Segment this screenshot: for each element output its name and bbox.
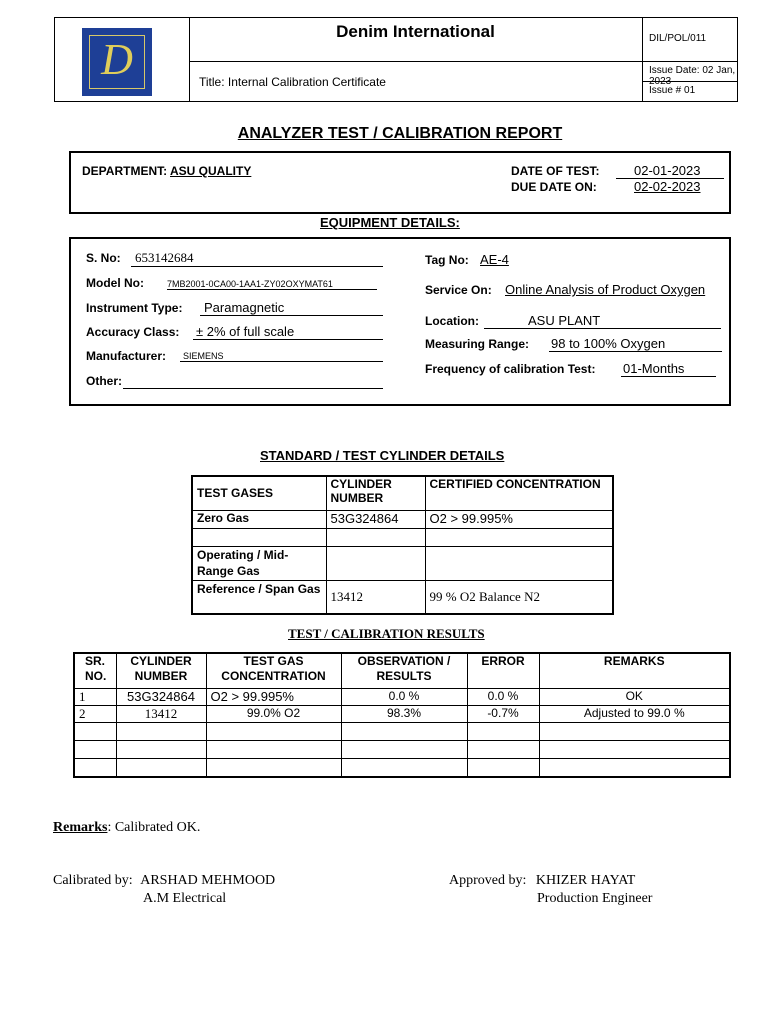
table-cell: OK: [539, 688, 730, 705]
table-cell: [425, 528, 613, 546]
table-row: [74, 740, 730, 758]
issue-date: Issue Date: 02 Jan, 2023: [649, 65, 736, 87]
approved-by: [449, 873, 635, 889]
cylinder-heading: STANDARD / TEST CYLINDER DETAILS: [260, 448, 505, 463]
range-label: Measuring Range:: [425, 337, 530, 351]
location-value: ASU PLANT: [484, 313, 721, 329]
table-cell: [539, 758, 730, 777]
frequency-label: Frequency of calibration Test:: [425, 362, 596, 376]
range-value: 98 to 100% Oxygen: [549, 336, 722, 352]
cylinder-col-header: TEST GASES: [192, 476, 326, 510]
table-cell: 53G324864: [116, 688, 206, 705]
table-cell: [206, 722, 341, 740]
sno-label: S. No:: [86, 251, 121, 265]
table-row: [74, 688, 730, 705]
manufacturer-value: SIEMENS: [180, 351, 383, 362]
table-row: [74, 722, 730, 740]
table-cell: [539, 740, 730, 758]
results-table: [73, 652, 731, 778]
table-cell: [206, 740, 341, 758]
table-cell: 98.3%: [341, 705, 467, 722]
results-col-header: CYLINDER NUMBER: [116, 653, 206, 688]
results-col-header: TEST GAS CONCENTRATION: [206, 653, 341, 688]
tag-value: AE-4: [480, 252, 509, 267]
equipment-heading: EQUIPMENT DETAILS:: [320, 215, 460, 230]
table-cell: [74, 758, 116, 777]
table-row: [192, 580, 613, 614]
calibrated-label: Calibrated by:: [53, 873, 133, 888]
department-label: DEPARTMENT:: [82, 164, 168, 178]
other-value-line: [123, 374, 383, 389]
table-cell: [467, 740, 539, 758]
certificate-title: Title: Internal Calibration Certificate: [199, 75, 386, 89]
table-cell: 13412: [116, 705, 206, 722]
cylinder-table: [191, 475, 614, 615]
results-col-header: ERROR: [467, 653, 539, 688]
department-value: ASU QUALITY: [170, 164, 252, 178]
table-cell: 2: [74, 705, 116, 722]
table-cell: O2 > 99.995%: [425, 510, 613, 528]
service-value: Online Analysis of Product Oxygen: [505, 282, 706, 297]
table-cell: 0.0 %: [467, 688, 539, 705]
approved-label: Approved by:: [449, 873, 527, 888]
service-label: Service On:: [425, 283, 492, 297]
table-cell: [206, 758, 341, 777]
cylinder-col-header: CERTIFIED CONCENTRATION: [425, 476, 613, 510]
table-cell: [326, 546, 425, 580]
issue-number: Issue # 01: [649, 85, 696, 96]
table-cell: [539, 722, 730, 740]
results-col-header: SR. NO.: [74, 653, 116, 688]
test-info-box: [69, 151, 731, 214]
table-cell: 0.0 %: [341, 688, 467, 705]
table-row: [74, 705, 730, 722]
frequency-value: 01-Months: [621, 361, 716, 377]
results-col-header: OBSERVATION / RESULTS: [341, 653, 467, 688]
accuracy-label: Accuracy Class:: [86, 325, 180, 339]
logo-letter: D: [101, 35, 133, 84]
table-cell: 99 % O2 Balance N2: [425, 580, 613, 614]
title-cell: [189, 62, 643, 101]
table-cell: [467, 722, 539, 740]
due-date-label: DUE DATE ON:: [511, 180, 597, 194]
table-cell: Zero Gas: [192, 510, 326, 528]
other-label: Other:: [86, 374, 122, 388]
date-of-test-label: DATE OF TEST:: [511, 164, 600, 178]
calibrated-by: [53, 873, 275, 889]
company-name-cell: [189, 18, 643, 62]
table-cell: 13412: [326, 580, 425, 614]
table-cell: [425, 546, 613, 580]
results-col-header: REMARKS: [539, 653, 730, 688]
model-label: Model No:: [86, 276, 144, 290]
due-date-value: 02-02-2023: [634, 179, 701, 194]
approved-name: KHIZER HAYAT: [535, 873, 636, 888]
sno-value: 653142684: [131, 250, 383, 267]
table-cell: [326, 528, 425, 546]
table-row: [192, 510, 613, 528]
table-cell: [341, 740, 467, 758]
table-cell: Reference / Span Gas: [192, 580, 326, 614]
table-row: [192, 546, 613, 580]
remarks-label: Remarks: [53, 820, 108, 835]
table-cell: Adjusted to 99.0 %: [539, 705, 730, 722]
logo-cell: [55, 18, 190, 101]
table-cell: [467, 758, 539, 777]
table-cell: Operating / Mid-Range Gas: [192, 546, 326, 580]
document-header: [54, 17, 738, 102]
remarks-line: [53, 820, 200, 836]
model-value: 7MB2001-0CA00-1AA1-ZY02OXYMAT61: [167, 279, 377, 290]
table-cell: [116, 740, 206, 758]
table-cell: [74, 722, 116, 740]
table-cell: 53G324864: [326, 510, 425, 528]
remarks-value: : Calibrated OK.: [107, 820, 201, 835]
calibrated-role: A.M Electrical: [143, 891, 227, 906]
cylinder-col-header: CYLINDER NUMBER: [326, 476, 425, 510]
tag-label: Tag No:: [425, 253, 469, 267]
table-cell: [74, 740, 116, 758]
table-cell: [116, 758, 206, 777]
approved-role: Production Engineer: [537, 891, 653, 906]
manufacturer-label: Manufacturer:: [86, 349, 167, 363]
table-cell: [341, 758, 467, 777]
table-cell: 1: [74, 688, 116, 705]
table-cell: O2 > 99.995%: [206, 688, 341, 705]
cylinder-header-row: [192, 476, 613, 510]
table-cell: -0.7%: [467, 705, 539, 722]
results-header-row: [74, 653, 730, 688]
company-name: Denim International: [336, 22, 495, 41]
accuracy-value: ± 2% of full scale: [193, 324, 383, 340]
date-of-test-value: 02-01-2023: [616, 163, 724, 179]
instrument-label: Instrument Type:: [86, 301, 183, 315]
report-title: ANALYZER TEST / CALIBRATION REPORT: [237, 125, 563, 142]
company-logo: [82, 28, 152, 96]
table-row: [74, 758, 730, 777]
results-heading: TEST / CALIBRATION RESULTS: [288, 626, 485, 641]
table-cell: [192, 528, 326, 546]
doc-code: DIL/POL/011: [649, 33, 707, 44]
instrument-value: Paramagnetic: [200, 300, 383, 316]
location-label: Location:: [425, 314, 479, 328]
department-field: [82, 164, 251, 178]
table-cell: [341, 722, 467, 740]
table-cell: 99.0% O2: [206, 705, 341, 722]
equipment-box: [69, 237, 731, 406]
table-row: [192, 528, 613, 546]
calibrated-name: ARSHAD MEHMOOD: [140, 873, 276, 888]
table-cell: [116, 722, 206, 740]
